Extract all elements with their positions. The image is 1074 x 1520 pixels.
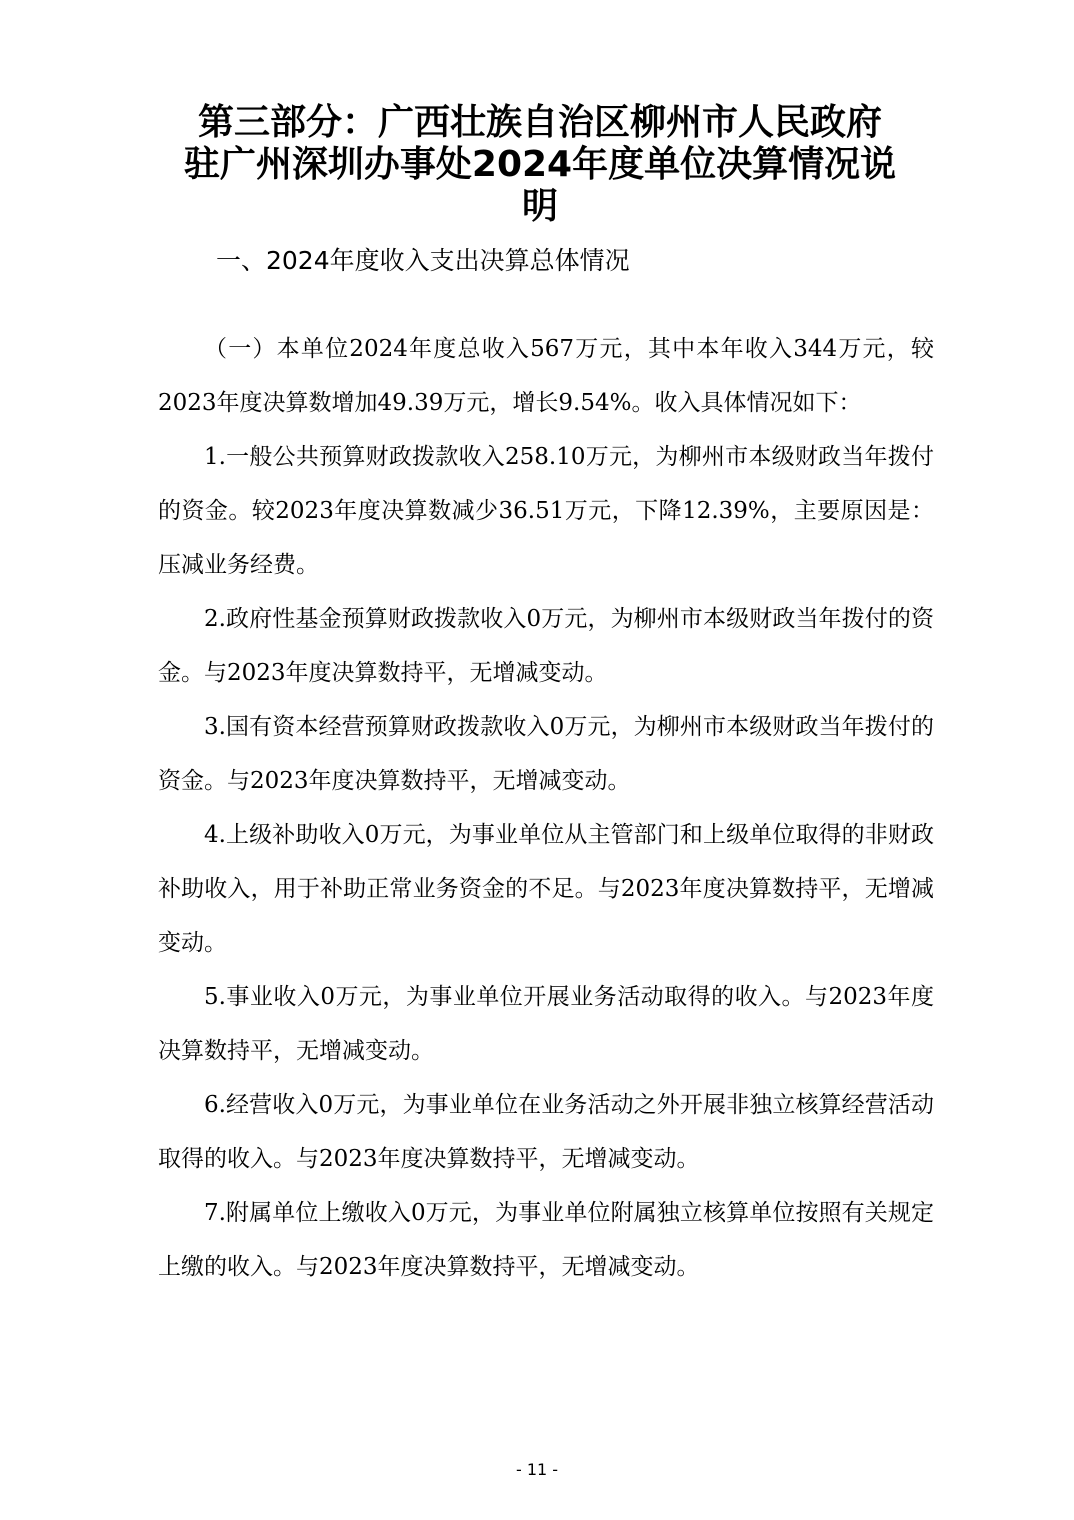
paragraph-government-fund: 2.政府性基金预算财政拨款收入0万元，为柳州市本级财政当年拨付的资金。与2023年度决算数持平，无增减变动。 bbox=[158, 606, 934, 686]
paragraph-affiliated-unit: 7.附属单位上缴收入0万元，为事业单位附属独立核算单位按照有关规定上缴的收入。与2023年度决算数持平，无增减变动。 bbox=[158, 1200, 934, 1280]
title-line-1: 第三部分：广西壮族自治区柳州市人民政府 bbox=[197, 102, 882, 144]
title-line-3: 明 bbox=[521, 186, 558, 228]
paragraph-general-budget: 1.一般公共预算财政拨款收入258.10万元，为柳州市本级财政当年拨付的资金。较2023年度决算数减少36.51万元，下降12.39%，主要原因是：压减业务经费。 bbox=[158, 444, 934, 578]
title-line-2: 驻广州深圳办事处2024年度单位决算情况说 bbox=[183, 144, 897, 186]
section-heading: 一、2024年度收入支出决算总体情况 bbox=[216, 246, 630, 275]
paragraph-state-capital: 3.国有资本经营预算财政拨款收入0万元，为柳州市本级财政当年拨付的资金。与2023年度决算数持平，无增减变动。 bbox=[158, 714, 934, 794]
page-number: - 11 - bbox=[515, 1460, 559, 1479]
page-title bbox=[150, 102, 930, 228]
paragraph-total-income: （一）本单位2024年度总收入567万元，其中本年收入344万元，较2023年度决算数增加49.39万元，增长9.54%。收入具体情况如下： bbox=[158, 336, 934, 416]
paragraph-operating-income: 6.经营收入0万元，为事业单位在业务活动之外开展非独立核算经营活动取得的收入。与2023年度决算数持平，无增减变动。 bbox=[158, 1092, 934, 1172]
paragraph-superior-subsidy: 4.上级补助收入0万元，为事业单位从主管部门和上级单位取得的非财政补助收入，用于补助正常业务资金的不足。与2023年度决算数持平，无增减变动。 bbox=[158, 822, 934, 956]
body-text bbox=[158, 322, 934, 1294]
paragraph-business-income: 5.事业收入0万元，为事业单位开展业务活动取得的收入。与2023年度决算数持平，无增减变动。 bbox=[158, 984, 934, 1064]
